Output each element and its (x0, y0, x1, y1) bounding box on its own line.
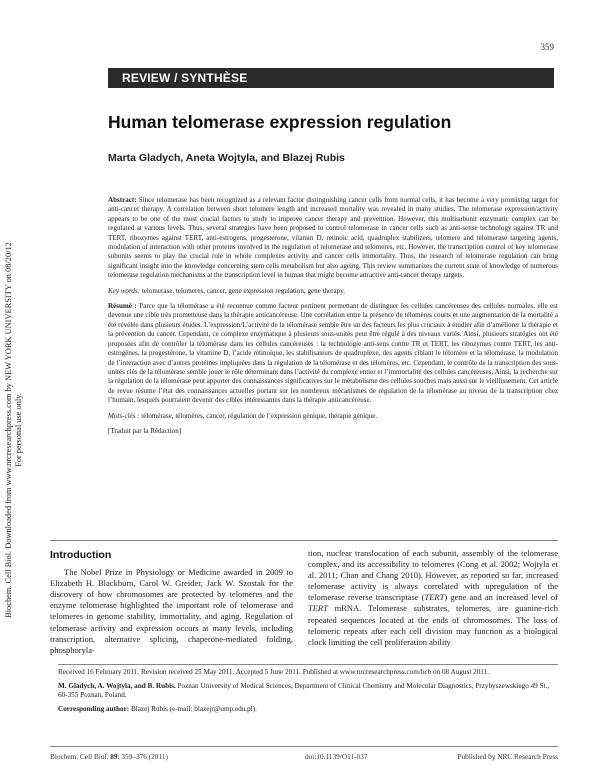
affiliation (58, 682, 558, 701)
keywords-label: Key words: (108, 286, 141, 295)
resume-text: Parce que la télomérase a été reconnue comme facteur pertinent permettant de distinguer les cellules cancéreuses des cellules normales, elle est devenue une cible très prometteuse dans la thérapie anticancéreuse. Une corrélation entre la présence de télomères courts et une augmentation de la mortalité a été révélée dans plusieurs études. L’expression/L’activité de la télomérase semble être un des facteurs les plus cruciaux à étudier afin d’améliorer la thérapie et la prévention du cancer. Cependant, ce complexe enzymatique à plusieurs sous-unités peut être régulé à des niveaux variés. Ainsi, plusieurs stratégies ont été proposées afin de contrôler la télomérase dans les cellules cancéreuses : la technologie anti-sens contre TR et TERT, les ribozymes contre TERT, les anti-estrogènes, la progestérone, la vitamine D, l’acide rétinoïque, les stabilisateurs de quadruplexe, des agents ciblant le télomère et la télomérase, la modulation de l’interaction avec d’autres protéines impliquées dans la régulation de la télomérase et des télomères, etc. Cependant, le contrôle de la transcription des sous-unités clés de la télomérase semble jouer le rôle déterminant dans l’activité du complexe entier et l’immortalité des cellules cancéreuses. Ainsi, la recherche sur la régulation de la télomérase peut apporter des connaissances significatives sur le métabolisme des cellules souches mais aussi sur le vieillissement. Cet article de revue résume l’état des connaissances actuelles portant sur les nombreux mécanismes de régulation de la télomérase au niveau de la transcription chez l’humain, lesquels pourraient devenir des cibles intéressantes dans la thérapie anticancéreuse. (108, 302, 558, 405)
corresponding-author (58, 705, 558, 715)
article-authors: Marta Gladych, Aneta Wojtyla, and Blazej Rubis (108, 152, 345, 164)
article-title: Human telomerase expression regulation (108, 112, 452, 132)
footer-journal: Biochem. Cell Biol. (50, 752, 109, 761)
abstract-paragraph (108, 196, 558, 281)
abstract-label: Abstract: (108, 196, 137, 204)
introduction-left-paragraph: The Nobel Prize in Physiology or Medicine awarded in 2009 to Elizabeth H. Blackburn, Carol W. Greider, Jack W. Szostak for the discovery of how chromosomes are protected by telomeres and the enzyme telomerase highlighted the important role of telomerase and telomeres in genome stability, immortality, and aging. Regulation of telomerase activity and expression occurs at many levels, including transcription, alternative splicing, chaperone-mediated folding, phosphoryla- (50, 567, 293, 655)
corresponding-label: Corresponding author: (58, 704, 130, 713)
page-number: 359 (540, 42, 554, 52)
resume-paragraph (108, 302, 558, 405)
side-note-line-1: Biochem. Cell Biol. Downloaded from www.nrcresearchpress.com by NEW YORK UNIVERSITY on 08/20/12 (4, 242, 13, 618)
footer-volume: 89 (110, 752, 118, 761)
introduction-heading: Introduction (50, 549, 112, 561)
abstract-text: Since telomerase has been recognized as a relevant factor distinguishing cancer cells from normal cells, it has become a very promising target for anti-cancer therapy. A correlation between short telomere length and increased mortality was revealed in many studies. The telomerase expression/activity appears to be one of the most crucial factors to study to improve cancer therapy and prevention. However, this multisubunit enzymatic complex can be regulated at various levels. Thus, several strategies have been proposed to control telomerase in cancer cells such as anti-sense technology against TR and TERT, ribozymes against TERT, anti-estrogens, progesterone, vitamin D, retinoic acid, quadruplex stabilizers, telomere and telomerase targeting agents, modulation of interaction with other proteins involved in the regulation of telomerase and telomeres, etc. However, the transcription control of key telomerase subunits seems to play the crucial role in whole complexes activity and cancer cells immortality. Thus, the research of telomerase regulation can bring significant insight into the knowledge concerning stem cells metabolism but also ageing. This review summarizes the current state of knowledge of numerous telomerase regulation mechanisms at the transcription level in human that might become attractive anti-cancer therapy targets. (108, 196, 559, 280)
section-label: REVIEW / SYNTHÈSE (122, 71, 248, 85)
mots-cles-paragraph (108, 412, 558, 421)
intro-right-part-1: tion, nuclear translocation of each subunit, assembly of the telomerase complex, and its accessibility to telomeres (Cong et al. 2002; Wojtyla et al. 2011; Chan and Chang 2010). However, as reported so far, increased telomerase activity is always correlated with upregulation of the telomerase reverse transcriptase ( (308, 548, 558, 603)
abstract-block (108, 196, 558, 442)
section-bar (108, 68, 554, 88)
footer-pages: : 359–376 (2011) (117, 752, 168, 761)
corresponding-text: Blazej Rubis (e-mail: blazejr@ump.edu.pl). (130, 704, 257, 713)
download-side-note (4, 170, 44, 690)
left-column (50, 548, 293, 656)
mots-cles-text: télomérase, télomères, cancer, régulation de l’expression génique, thérapie génique. (141, 411, 378, 420)
footer-citation (50, 752, 168, 761)
keywords-paragraph (108, 287, 558, 296)
footer-divider (50, 746, 558, 747)
intro-right-part-3: mRNA. Telomerase substrates, telomeres, are guanine-rich repeated sequences located at the ends of chromosomes. The loss of telomeric repeats after each cell division may function as a biological clock limiting the cell proliferation ability (308, 603, 558, 647)
footer-publisher: Published by NRC Research Press (457, 752, 558, 761)
received-block (58, 668, 558, 718)
intro-right-part-2: ) gene and an increased level of (444, 592, 558, 603)
section-divider (50, 540, 558, 541)
resume-label: Résumé : (108, 302, 137, 311)
received-divider (58, 664, 558, 665)
affiliation-authors: M. Gladych, A. Wojtyla, and B. Rubis. (58, 681, 176, 690)
introduction-right-paragraph (308, 548, 558, 648)
intro-right-italic-1: TERT (424, 592, 445, 603)
right-column (308, 548, 558, 648)
intro-right-italic-2: TERT (308, 603, 328, 614)
received-dates: Received 16 February 2011. Revision received 25 May 2011. Accepted 5 June 2011. Published at www.nrcresearchpress.com/bcb on 08 August 2011. (58, 668, 490, 676)
side-note-line-2: For personal use only. (14, 393, 23, 467)
affiliation-text: Poznan University of Medical Sciences, Department of Clinical Chemistry and Molecular Diagnostics, Przybyszewskiego 49 St., 60-355 Poznan, Poland. (58, 681, 550, 699)
mots-cles-label: Mots-clés : (108, 411, 140, 420)
translation-note: [Traduit par la Rédaction] (108, 426, 182, 435)
footer-doi: doi:10.1139/O11-037 (305, 752, 368, 761)
keywords-text: telomerase, telomeres, cancer, gene expression regulation, gene therapy. (141, 286, 345, 295)
